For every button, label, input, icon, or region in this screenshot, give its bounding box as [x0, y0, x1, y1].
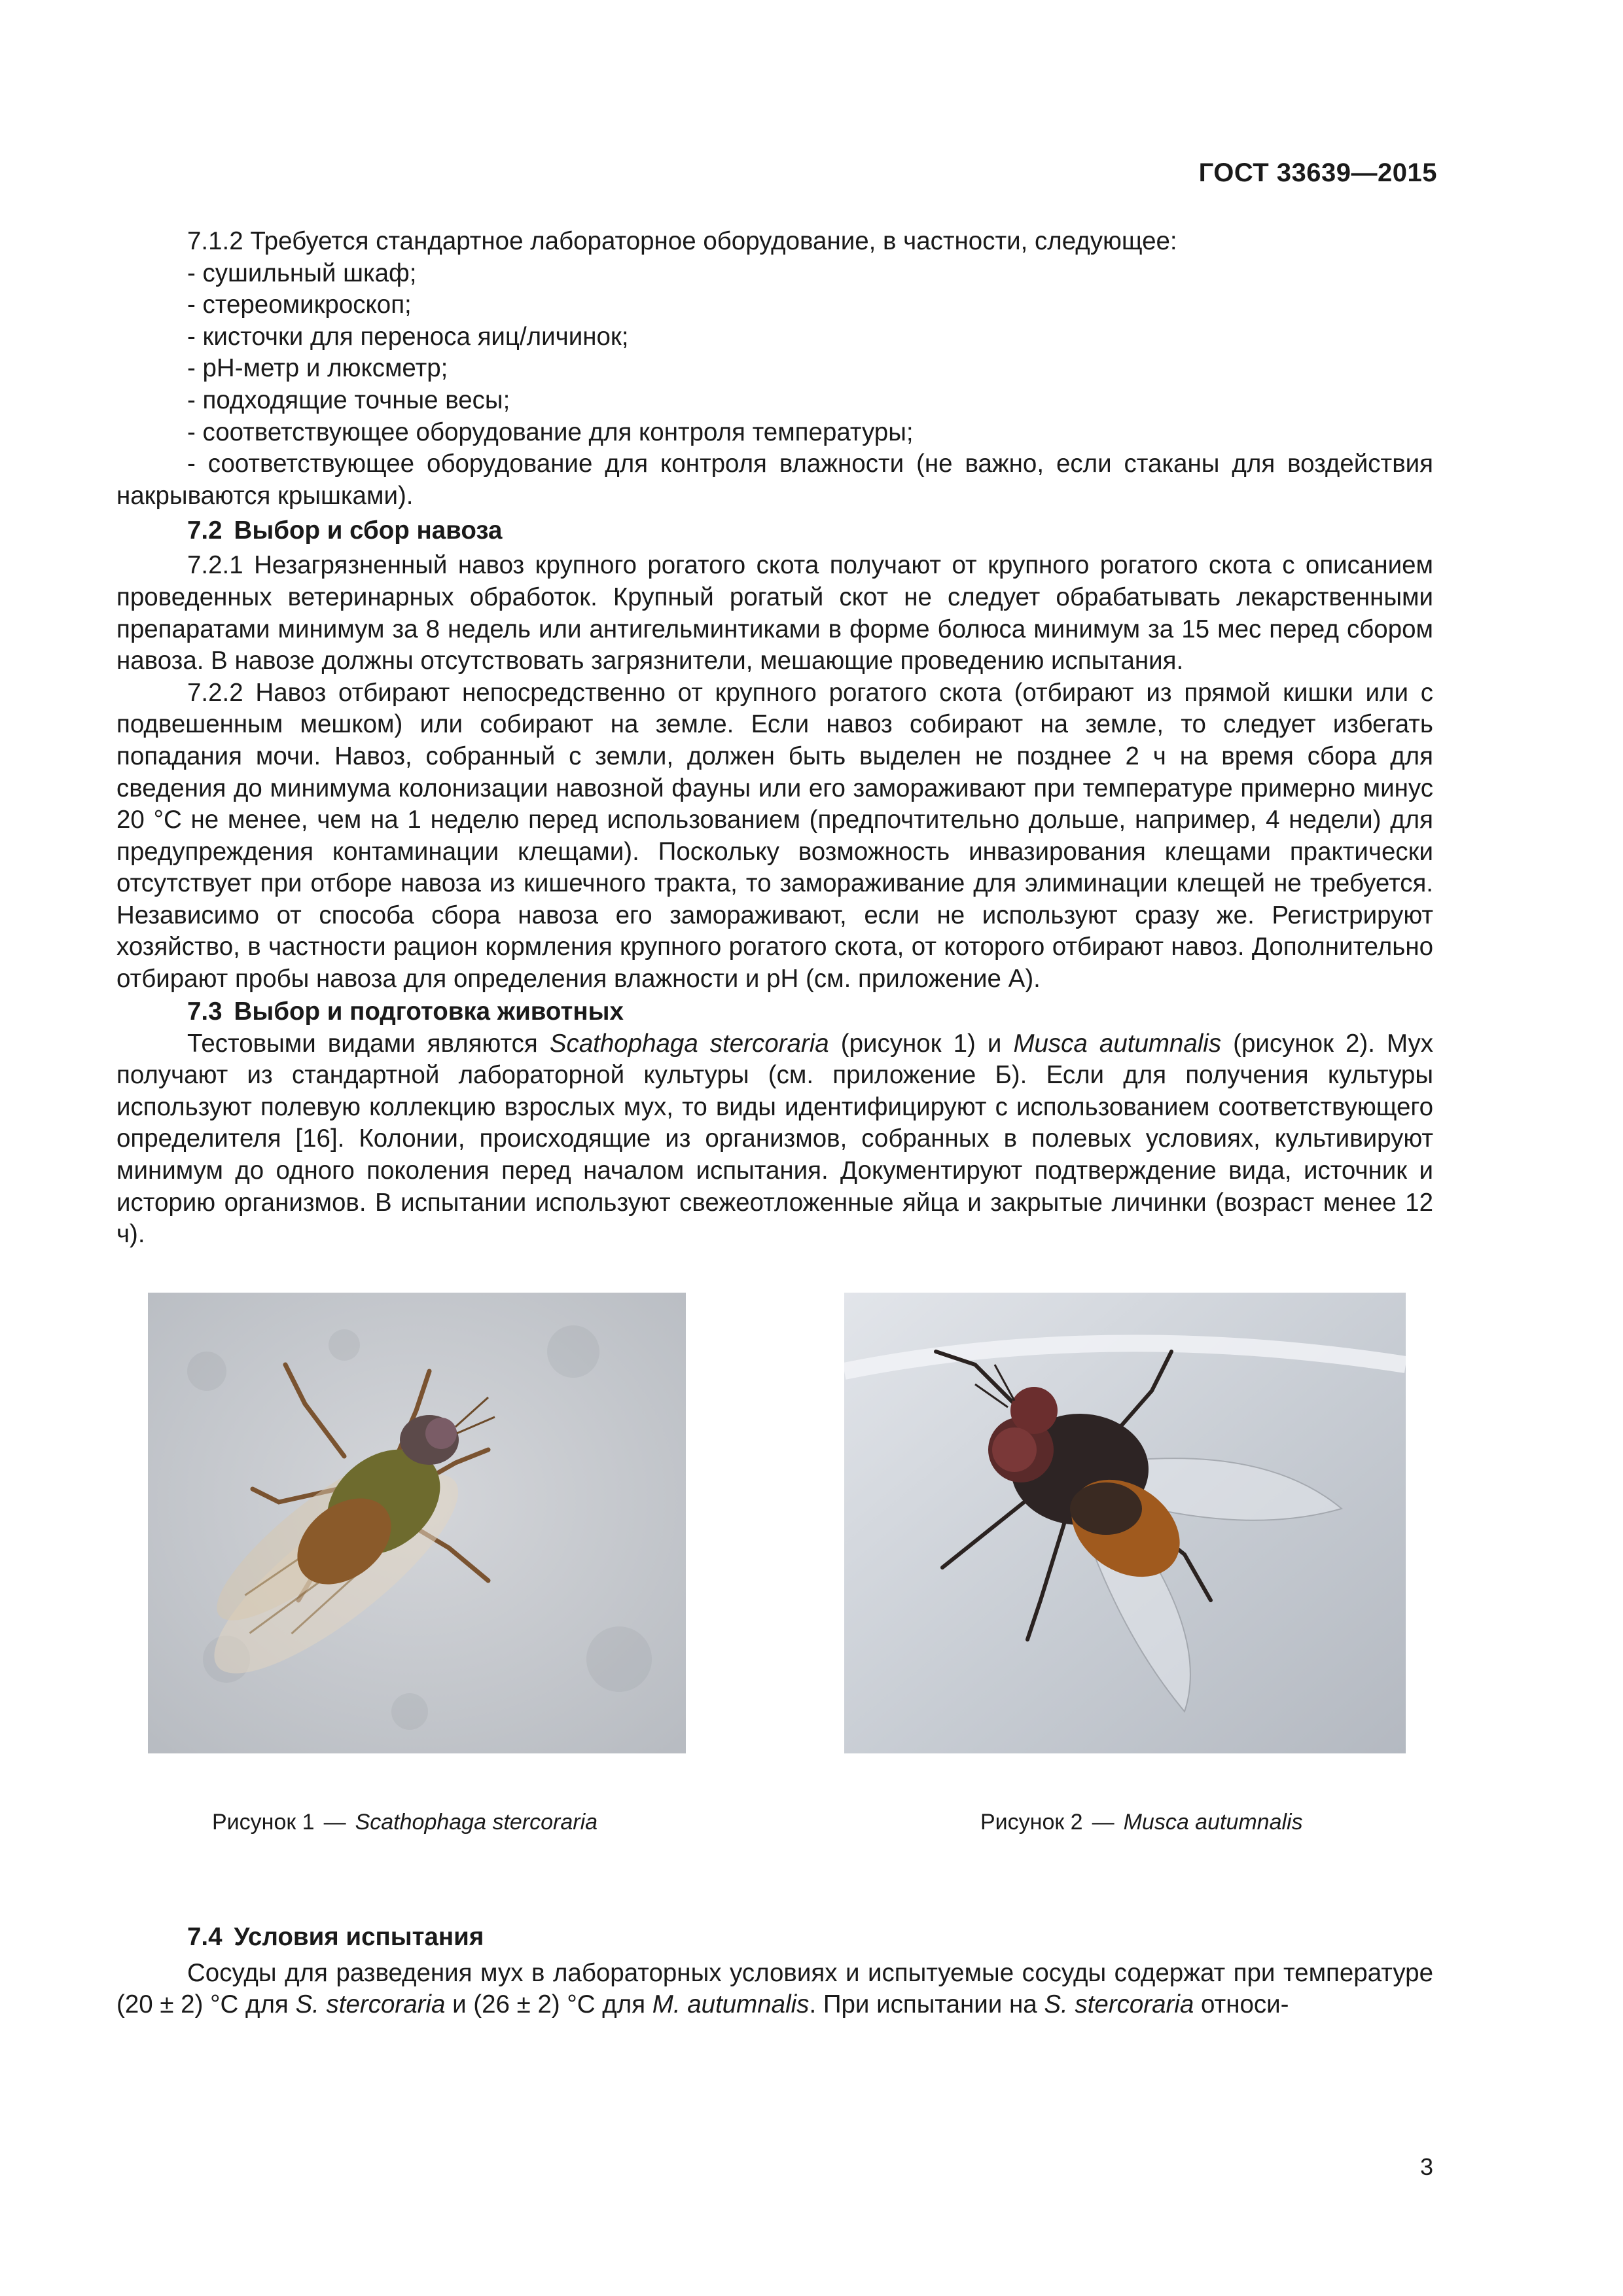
fly-photo-musca [844, 1293, 1406, 1753]
text-run: . При испытании на [809, 1990, 1044, 2019]
caption-dash: — [1092, 1809, 1115, 1835]
page-body [116, 226, 1433, 2021]
caption-label: Рисунок 2 [980, 1809, 1083, 1835]
species-name: Scathophaga stercoraria [549, 1029, 829, 1058]
heading-title: Выбор и сбор навоза [234, 516, 503, 545]
list-item-last: - соответствующее оборудование для контроля влажности (не важно, если стаканы для воздействия накрываются крышками). [116, 450, 1433, 510]
text-run: и (26 ± 2) °С для [445, 1990, 652, 2019]
text-run: (рисунок 1) и [829, 1029, 1014, 1058]
heading-number: 7.4 [187, 1922, 223, 1951]
figures-row [116, 1293, 1433, 1875]
list-item: - кисточки для переноса яиц/личинок; [187, 322, 629, 351]
heading-number: 7.3 [187, 997, 223, 1026]
list-item: - подходящие точные весы; [187, 386, 510, 414]
para-7-1-2-intro: 7.1.2 Требуется стандартное лабораторное оборудование, в частности, следующее: [187, 227, 1177, 255]
list-item: - стереомикроскоп; [187, 291, 412, 319]
list-item: - рН-метр и люксметр; [187, 354, 448, 383]
caption-species: Scathophaga stercoraria [355, 1809, 598, 1835]
caption-dash: — [323, 1809, 346, 1835]
text-run: Тестовыми видами являются [187, 1029, 550, 1058]
species-name: S. stercoraria [1044, 1990, 1194, 2019]
list-item: - сушильный шкаф; [187, 259, 417, 287]
heading-7-2 [116, 514, 1433, 547]
figure-2-caption [980, 1810, 1303, 1835]
text-run: Сосуды для разведения мух в лабораторных условиях и испытуемые сосуды содержат при температуре (20 ± 2) °С для [116, 1958, 1433, 2019]
document-code: ГОСТ 33639—2015 [1198, 158, 1437, 187]
para-7-4 [116, 1958, 1433, 2021]
list-item: - соответствующее оборудование для контроля температуры; [187, 418, 914, 446]
species-name: Musca autumnalis [1013, 1029, 1222, 1058]
fly-photo-scathophaga [148, 1293, 686, 1753]
para-7-2-2: 7.2.2 Навоз отбирают непосредственно от крупного рогатого скота (отбирают из прямой кишки или с подвешенным мешком) или собирают на земле. Если навоз собирают на земле, то следует избегать попадания мочи. Навоз, собранный с земли, должен быть выделен не позднее 2 ч на время сбора для сведения до минимума колонизации навозной фауны или его замораживают при температуре примерно минус 20 °С не менее, чем на 1 неделю перед использованием (предпочтительно дольше, например, 4 недели) для предупреждения контаминации клещами). Поскольку возможность инвазирования клещами практически отсутствует при отборе навоза из кишечного тракта, то замораживание для элиминации клещей не требуется. Независимо от способа сбора навоза его замораживают, если не используют сразу же. Регистрируют хозяйство, в частности рацион кормления крупного рогатого скота, от которого отбирают навоз. Дополнительно отбирают пробы навоза для определения влажности и рН (см. приложение А). [116, 678, 1433, 994]
text-run: относи- [1194, 1990, 1289, 2019]
figure-1 [148, 1293, 686, 1835]
heading-title: Выбор и подготовка животных [234, 997, 624, 1026]
caption-species: Musca autumnalis [1123, 1809, 1303, 1835]
heading-7-4 [116, 1921, 1433, 1954]
text-run: (рисунок 2). Мух получают из стандартной лабораторной культуры (см. приложение Б). Если для получения культуры используют полевую коллекцию взрослых мух, то виды идентифицируют с использованием соответствующего определителя [16]. Колонии, происходящие из организмов, собранных в полевых условиях, культивируют минимум до одного поколения перед началом испытания. Документируют подтверждение вида, источник и историю организмов. В испытании используют свежеотложенные яйца и закрытые личинки (возраст менее 12 ч). [116, 1029, 1434, 1249]
heading-number: 7.2 [187, 516, 223, 545]
para-7-2-1: 7.2.1 Незагрязненный навоз крупного рогатого скота получают от крупного рогатого скота с описанием проведенных ветеринарных обработок. Крупный рогатый скот не следует обрабатывать лекарственными препаратами минимум за 8 недель или антигельминтиками в форме болюса минимум за 15 мес перед сбором навоза. В навозе должны отсутствовать загрязнители, мешающие проведению испытания. [116, 551, 1433, 675]
heading-7-3 [116, 996, 1433, 1028]
para-7-3 [116, 1028, 1433, 1251]
figure-2 [844, 1293, 1406, 1835]
species-name: M. autumnalis [652, 1990, 810, 2019]
figure-1-caption [212, 1810, 597, 1835]
caption-label: Рисунок 1 [212, 1809, 315, 1835]
species-name: S. stercoraria [295, 1990, 446, 2019]
heading-title: Условия испытания [234, 1922, 484, 1951]
page-number: 3 [1419, 2153, 1433, 2180]
